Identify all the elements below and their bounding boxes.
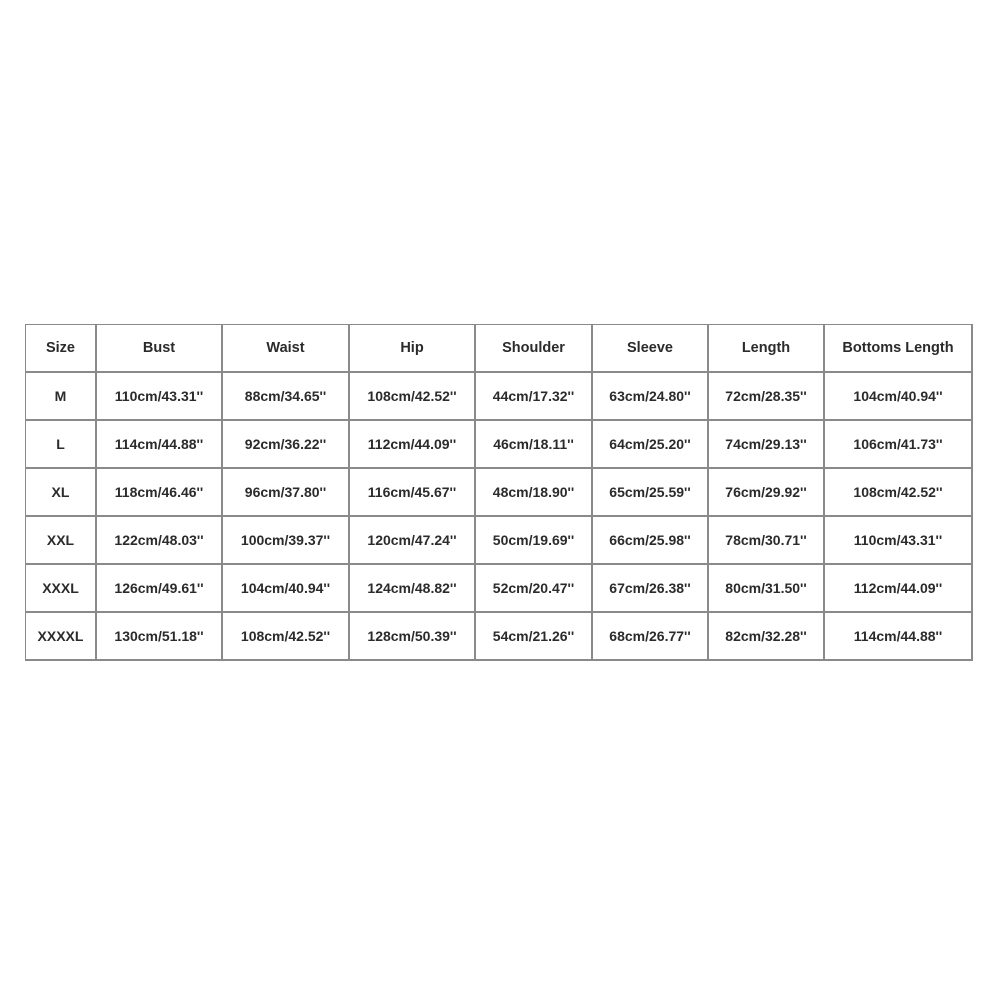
header-hip: Hip — [350, 325, 476, 373]
table-row — [26, 613, 973, 661]
shoulder-cell: 44cm/17.32'' — [476, 373, 593, 421]
header-length: Length — [709, 325, 825, 373]
bottoms-length-cell: 112cm/44.09'' — [825, 565, 973, 613]
length-cell: 72cm/28.35'' — [709, 373, 825, 421]
table-row — [26, 373, 973, 421]
shoulder-cell: 48cm/18.90'' — [476, 469, 593, 517]
bottoms-length-cell: 104cm/40.94'' — [825, 373, 973, 421]
bottoms-length-cell: 108cm/42.52'' — [825, 469, 973, 517]
bust-cell: 130cm/51.18'' — [97, 613, 223, 661]
table-row — [26, 517, 973, 565]
shoulder-cell: 54cm/21.26'' — [476, 613, 593, 661]
bottoms-length-cell: 106cm/41.73'' — [825, 421, 973, 469]
header-bust: Bust — [97, 325, 223, 373]
waist-cell: 100cm/39.37'' — [223, 517, 350, 565]
shoulder-cell: 52cm/20.47'' — [476, 565, 593, 613]
sleeve-cell: 64cm/25.20'' — [593, 421, 709, 469]
size-cell: XL — [26, 469, 97, 517]
hip-cell: 112cm/44.09'' — [350, 421, 476, 469]
sleeve-cell: 68cm/26.77'' — [593, 613, 709, 661]
length-cell: 76cm/29.92'' — [709, 469, 825, 517]
size-cell: XXXL — [26, 565, 97, 613]
header-waist: Waist — [223, 325, 350, 373]
size-cell: XXL — [26, 517, 97, 565]
bust-cell: 126cm/49.61'' — [97, 565, 223, 613]
waist-cell: 96cm/37.80'' — [223, 469, 350, 517]
bust-cell: 110cm/43.31'' — [97, 373, 223, 421]
length-cell: 80cm/31.50'' — [709, 565, 825, 613]
table-row — [26, 469, 973, 517]
size-chart-table — [25, 324, 973, 661]
shoulder-cell: 46cm/18.11'' — [476, 421, 593, 469]
sleeve-cell: 65cm/25.59'' — [593, 469, 709, 517]
waist-cell: 104cm/40.94'' — [223, 565, 350, 613]
size-cell: L — [26, 421, 97, 469]
bust-cell: 122cm/48.03'' — [97, 517, 223, 565]
header-shoulder: Shoulder — [476, 325, 593, 373]
hip-cell: 128cm/50.39'' — [350, 613, 476, 661]
bust-cell: 118cm/46.46'' — [97, 469, 223, 517]
sleeve-cell: 67cm/26.38'' — [593, 565, 709, 613]
length-cell: 82cm/32.28'' — [709, 613, 825, 661]
waist-cell: 108cm/42.52'' — [223, 613, 350, 661]
bottoms-length-cell: 110cm/43.31'' — [825, 517, 973, 565]
waist-cell: 88cm/34.65'' — [223, 373, 350, 421]
hip-cell: 108cm/42.52'' — [350, 373, 476, 421]
header-bottoms-length: Bottoms Length — [825, 325, 973, 373]
table-row — [26, 421, 973, 469]
length-cell: 74cm/29.13'' — [709, 421, 825, 469]
sleeve-cell: 66cm/25.98'' — [593, 517, 709, 565]
waist-cell: 92cm/36.22'' — [223, 421, 350, 469]
size-cell: M — [26, 373, 97, 421]
bust-cell: 114cm/44.88'' — [97, 421, 223, 469]
size-cell: XXXXL — [26, 613, 97, 661]
sleeve-cell: 63cm/24.80'' — [593, 373, 709, 421]
header-size: Size — [26, 325, 97, 373]
bottoms-length-cell: 114cm/44.88'' — [825, 613, 973, 661]
table-row — [26, 565, 973, 613]
header-sleeve: Sleeve — [593, 325, 709, 373]
hip-cell: 116cm/45.67'' — [350, 469, 476, 517]
hip-cell: 120cm/47.24'' — [350, 517, 476, 565]
shoulder-cell: 50cm/19.69'' — [476, 517, 593, 565]
hip-cell: 124cm/48.82'' — [350, 565, 476, 613]
header-row — [26, 325, 973, 373]
length-cell: 78cm/30.71'' — [709, 517, 825, 565]
